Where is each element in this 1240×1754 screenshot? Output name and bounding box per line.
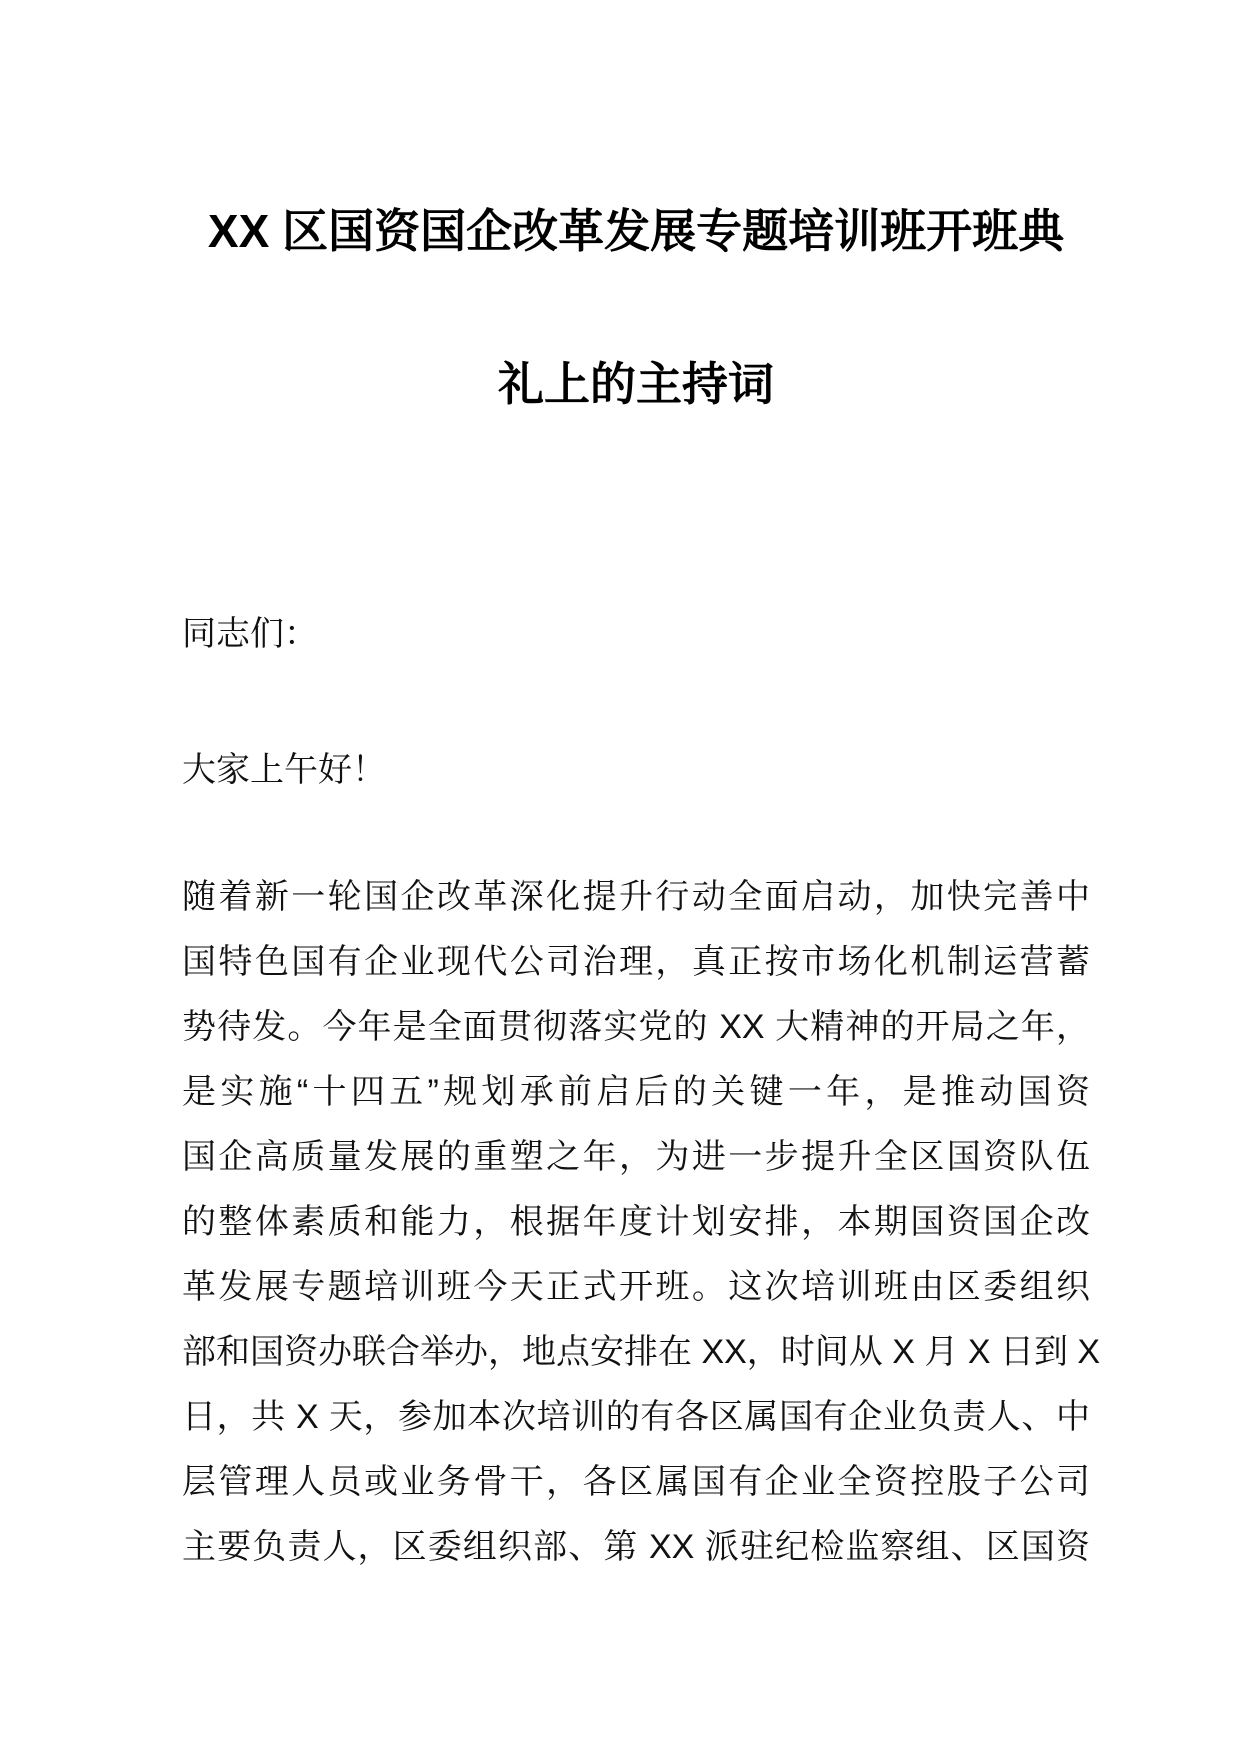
paragraph-line: 部和国资办联合举办，地点安排在 XX，时间从 X 月 X 日到 X (182, 1333, 1101, 1371)
paragraph-line: 国企高质量发展的重塑之年，为进一步提升全区国资队伍 (182, 1138, 1090, 1176)
title-line-2: 礼上的主持词 (498, 358, 774, 410)
document-content (182, 0, 1101, 1580)
greeting-line: 大家上午好！ (182, 751, 386, 789)
salutation-line: 同志们： (182, 615, 318, 653)
paragraph-line: 层管理人员或业务骨干，各区属国有企业全资控股子公司 (182, 1463, 1090, 1501)
title-line-1: XX 区国资国企改革发展专题培训班开班典 (207, 205, 1065, 257)
document-title (182, 0, 1090, 461)
paragraph-line: 是实施“十四五”规划承前启后的关键一年，是推动国资 (182, 1073, 1090, 1111)
paragraph-line: 势待发。今年是全面贯彻落实党的 XX 大精神的开局之年， (182, 1008, 1090, 1046)
main-paragraph (182, 865, 1101, 1580)
paragraph-line: 革发展专题培训班今天正式开班。这次培训班由区委组织 (182, 1268, 1090, 1306)
paragraph-line: 的整体素质和能力，根据年度计划安排，本期国资国企改 (182, 1203, 1090, 1241)
paragraph-line: 主要负责人，区委组织部、第 XX 派驻纪检监察组、区国资 (182, 1528, 1090, 1566)
paragraph-line: 随着新一轮国企改革深化提升行动全面启动，加快完善中 (182, 878, 1090, 916)
paragraph-line: 日，共 X 天，参加本次培训的有各区属国有企业负责人、中 (182, 1398, 1090, 1436)
paragraph-line: 国特色国有企业现代公司治理，真正按市场化机制运营蓄 (182, 943, 1090, 981)
